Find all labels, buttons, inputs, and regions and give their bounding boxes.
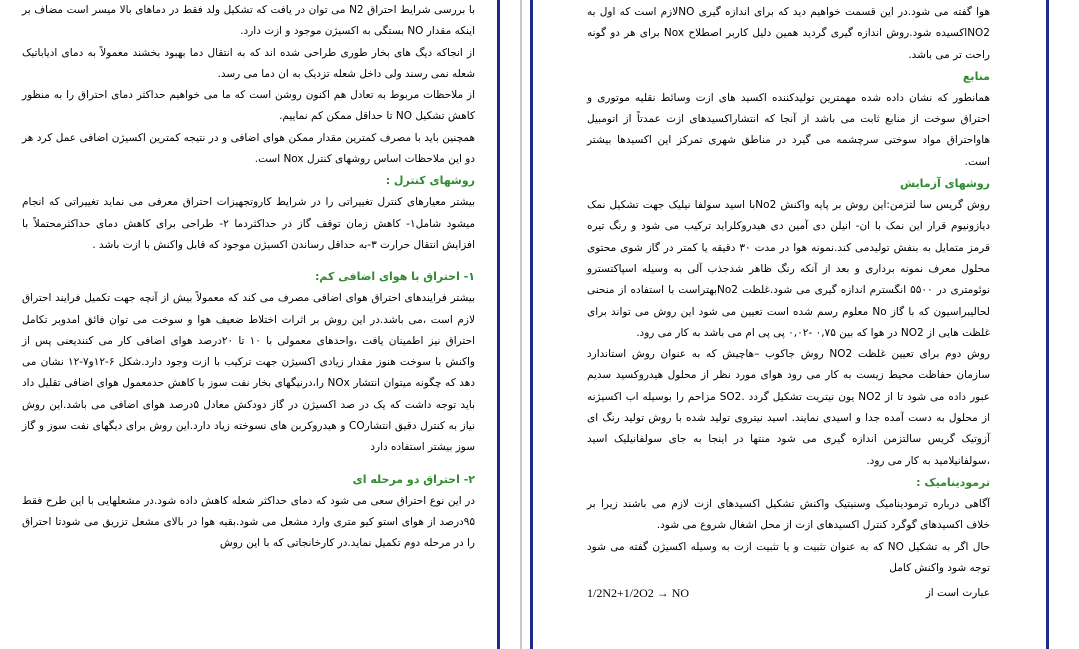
page-divider — [520, 0, 522, 649]
paragraph: همانطور که نشان داده شده مهمترین تولیدکننده اکسید های ازت وسائط نقلیه موتوری و احتراق سوخت از منابع ثابت می باشد از آنجا که انتشاراکسیدهای ازت عمدتاً از اتومبیل هاواحتراق مواد سوختی سرچشمه می گیرد در مناطق شهری تمرکز این اکسیدها بیشتر است. — [587, 91, 990, 168]
heading-two-stage-combustion: ۲- احتراق دو مرحله ای — [352, 472, 475, 486]
heading-control-methods: روشهای کنترل : — [385, 174, 475, 188]
document-page-left — [0, 0, 500, 649]
window-edge — [1049, 0, 1079, 649]
reaction-formula: 1/2N2+1/2O2 → NO — [587, 586, 690, 601]
heading-low-excess-air: ۱- احتراق با هوای اضافی کم: — [315, 270, 475, 284]
heading-test-methods: روشهای آزمایش — [899, 177, 990, 191]
heading-thermodynamics: ترمودینامیک : — [916, 475, 990, 489]
paragraph: بیشتر فرایندهای احتراق هوای اضافی مصرف می کند که معمولاً بیش از آنچه جهت تکمیل فرایند احتراق لازم است ،می باشد.در این روش بر اثرات اختلاط ضعیف هوا و سوخت می توان فائق امدوبر تکامل احتراق نیز اطمینان یافت ،واحدهای معمولی با ۱۰ تا ۲۰درصد هوای اضافی کار می کنندیعنی پس از واکنش با سوخت هنوز مقدار زیادی اکسیژن جهت ترکیب با ازت وجود دارد.شکل ۶-۱۲و۷-۱۲ نشان می دهد که چگونه میتوان انتشار NOx را،درنیگهای بخار نفت سوز با کاهش حدمعمول هوای اضافی تقلیل داد باید توجه داشت که یک در صد اکسیژن در گاز دودکش معادل ۵درصد هوای اضافی می باشد.این روش نیاز به کنترل دقیق انتشارCO و هیدروکربن های نسوخته زیاد دارد.این روش برای دیگهای نفت سوز و گاز سوز بیشتر استفاده دارد — [22, 292, 475, 454]
paragraph: از ملاحظات مربوط به تعادل هم اکنون روشن است که ما می خواهیم حداکثر دمای احتراق را به منظور کاهش تشکیل NO تا حداقل ممکن کم نماییم. — [22, 89, 475, 123]
spacer — [22, 459, 475, 469]
paragraph: در این نوع احتراق سعی می شود که دمای حداکثر شعله کاهش داده شود.در مشعلهایی با این طرح فقط ۹۵درصد از هوای استو کیو متری وارد مشعل می شود.بقیه هوا در بالای مشعل تزریق می شودتا احتراق را در مرحله دوم تکمیل نماید.در کارخانجاتی که با این روش — [22, 494, 475, 550]
paragraph: همچنین باید با مصرف کمترین مقدار ممکن هوای اضافی و در نتیجه کمترین اکسیژن اضافی عمل کرد هر دو این ملاحظات اساس روشهای کنترل Nox است. — [22, 131, 475, 166]
formula-caption: عبارت است از — [925, 587, 990, 600]
paragraph: روش دوم برای تعیین غلظت NO2 روش جاکوب –هاچیش که به عنوان روش استاندارد سازمان حفاظت محیط زیست به کار می رود هوای مورد نظر از محلول هیدروکسید سدیم عبور داده می شود تا از NO2 یون نیتریت تشکیل گردد .SO2 مزاحم را بوسیله اب اکسیژنه از محلول به دست آمده جدا و اسیدی نمایند. اسید نیتروی تولید شده با روش تولید رنگ ای آزوتیک گریس سالتزمن اندازه گیری می شود منتها در اینجا به جای سولفانیلیک اسید ،سولفانیلامید به کار می رود. — [587, 348, 990, 467]
paragraph: حال اگر به تشکیل NO که به عنوان تثبیت و یا تثبیت ازت به وسیله اکسیژن گفته می شود توجه شود واکنش کامل — [587, 540, 991, 574]
left-text-column — [22, 0, 475, 555]
right-text-column — [587, 2, 990, 604]
paragraph: هوا گفته می شود.در این قسمت خواهیم دید که برای اندازه گیری NOلازم است که اول به NO2اکسیده شود.روش اندازه گیری گردید همین دلیل کاربر اصطلاح Nox برای هر دو گونه راحت تر می باشد. — [587, 6, 990, 61]
paragraph: با بررسی شرایط احتراق N2 می توان در یافت که تشکیل ولد فقط در دماهای بالا میسر است مضاف بر اینکه مقدار NO بستگی به اکسیژن موجود و ازت دارد. — [22, 4, 475, 38]
paragraph: از انجاکه دیگ های بخار طوری طراحی شده اند که به انتقال دما بهبود بخشند معمولاً به دمای ادیاباتیک شعله نمی رسند ولی داخل شعله تزدیک به ان دما می رسد. — [22, 46, 475, 80]
formula-row — [587, 583, 990, 604]
document-page-right — [530, 0, 1049, 649]
spacer — [22, 256, 475, 266]
paragraph: آگاهی درباره ترمودینامیک وسنیتیک واکنش تشکیل اکسیدهای ازت لازم می باشند زیرا بر خلاف اکسیدهای گوگرد کنترل اکسیدهای ازت از محل اشغال شروع می شود. — [587, 497, 990, 532]
paragraph: بیشتر معیارهای کنترل تغییراتی را در شرایط کاروتجهیزات احتراق معرفی می نماید تغییراتی که انجام میشود شامل۱- کاهش زمان توقف گاز در حداکثردما ۲- طراحی برای کاهش دمای حداکثرمحتملاً با افزایش انتقال حرارت ۳-به حداقل رساندن اکسیژن موجود که قابل واکنش با ازت باشد . — [22, 196, 475, 251]
page-gap — [500, 0, 530, 649]
heading-sources: منابع — [962, 69, 990, 83]
paragraph: روش گریس سا لتزمن:این روش بر پایه واکنش No2با اسید سولفا نیلیک جهت تشکیل نمک دیازونیوم قرار این نمک با ان- انیلن دی آمین دی هیدروکلراید ترکیب می شود و رنگ تیره قرمز متمایل به بنفش تولیدمی کند.نمونه هوا در مدت ۳۰ دقیقه یا کمتر در گاز شوی محتوی محلول معرف نمونه برداری و بعد از آنکه رنگ ظاهر شدجذب آلی به وسیله اسپاکتسترو نوئومتری در ۵۵۰۰ انگسترم اندازه گیری می شود.غلظت No2بهتراست با استفاده از منحنی لحالیبراسیون که با گاز No معلوم رسم شده است تعیین می شود این روش می تواند برای غلظت هایی از NO2 در هوا که بین ۰,۷۵ -۰,۰۲ پی پی ام می باشد به کار می رود. — [587, 199, 990, 339]
